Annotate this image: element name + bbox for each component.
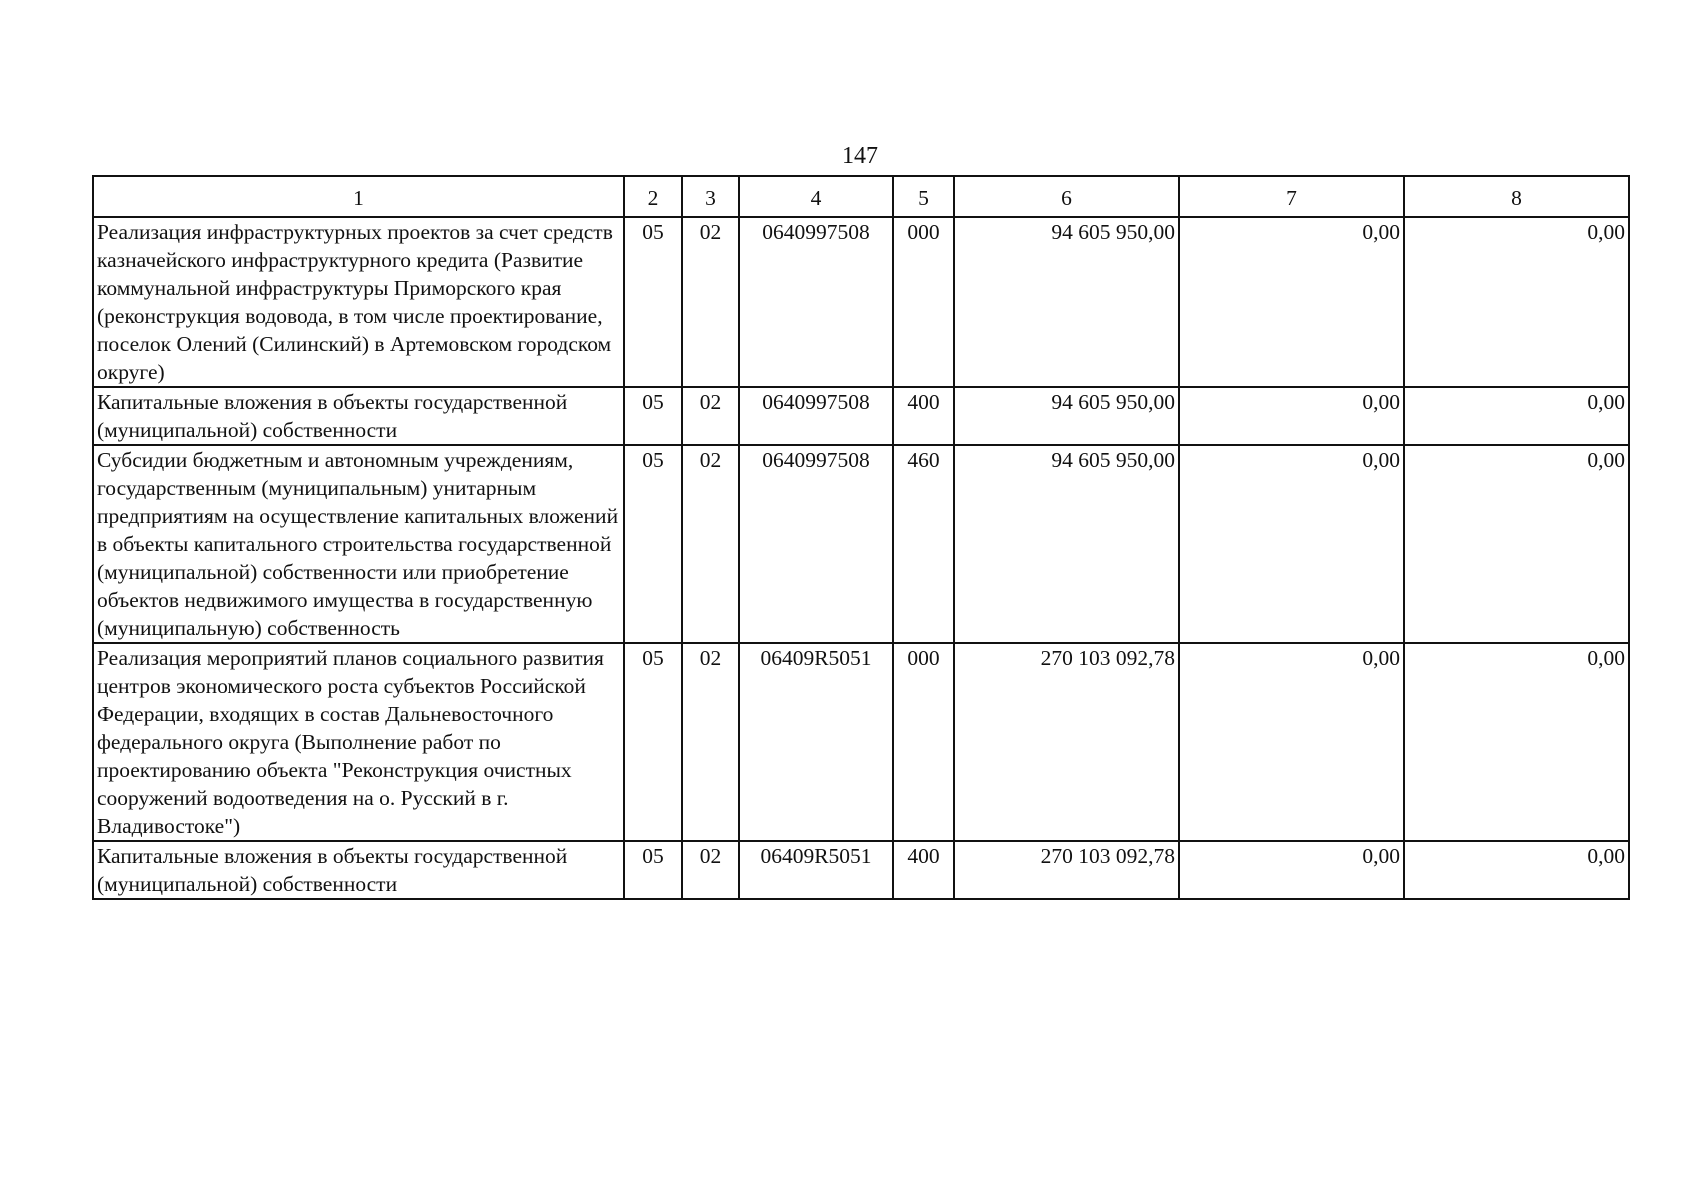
row-section: 05 — [624, 217, 682, 387]
row-expense-type: 400 — [893, 387, 954, 445]
column-header: 4 — [739, 176, 893, 217]
row-sum-1: 270 103 092,78 — [954, 643, 1179, 841]
row-sum-3: 0,00 — [1404, 445, 1629, 643]
row-name: Субсидии бюджетным и автономным учреждениям, государственным (муниципальным) унитарным предприятиям на осуществление капитальных вложений в объекты капитального строительства государственной (муниципальной) собственности или приобретение объектов недвижимого имущества в государственную (муниципальную) собственность — [93, 445, 624, 643]
row-subsection: 02 — [682, 387, 739, 445]
row-section: 05 — [624, 445, 682, 643]
row-sum-1: 270 103 092,78 — [954, 841, 1179, 899]
header-row — [93, 176, 1629, 217]
row-subsection: 02 — [682, 643, 739, 841]
row-name: Капитальные вложения в объекты государственной (муниципальной) собственности — [93, 387, 624, 445]
column-header: 7 — [1179, 176, 1404, 217]
row-expense-type: 400 — [893, 841, 954, 899]
row-expense-type: 460 — [893, 445, 954, 643]
row-expense-type: 000 — [893, 643, 954, 841]
row-sum-1: 94 605 950,00 — [954, 217, 1179, 387]
row-sum-2: 0,00 — [1179, 643, 1404, 841]
page-number: 147 — [842, 143, 878, 169]
row-sum-1: 94 605 950,00 — [954, 387, 1179, 445]
row-target: 0640997508 — [739, 387, 893, 445]
row-sum-2: 0,00 — [1179, 841, 1404, 899]
row-subsection: 02 — [682, 445, 739, 643]
column-header: 2 — [624, 176, 682, 217]
table-row — [93, 643, 1629, 841]
column-header: 8 — [1404, 176, 1629, 217]
table-row — [93, 841, 1629, 899]
row-name: Капитальные вложения в объекты государственной (муниципальной) собственности — [93, 841, 624, 899]
row-section: 05 — [624, 841, 682, 899]
row-subsection: 02 — [682, 841, 739, 899]
row-name: Реализация мероприятий планов социального развития центров экономического роста субъектов Российской Федерации, входящих в состав Дальневосточного федерального округа (Выполнение работ по проектированию объекта "Реконструкция очистных сооружений водоотведения на о. Русский в г. Владивостоке") — [93, 643, 624, 841]
row-section: 05 — [624, 643, 682, 841]
table-row — [93, 387, 1629, 445]
row-target: 06409R5051 — [739, 841, 893, 899]
row-name: Реализация инфраструктурных проектов за счет средств казначейского инфраструктурного кредита (Развитие коммунальной инфраструктуры Приморского края (реконструкция водовода, в том числе проектирование, поселок Олений (Силинский) в Артемовском городском округе) — [93, 217, 624, 387]
row-sum-3: 0,00 — [1404, 387, 1629, 445]
table-row — [93, 217, 1629, 387]
row-sum-3: 0,00 — [1404, 643, 1629, 841]
row-target: 0640997508 — [739, 217, 893, 387]
row-sum-2: 0,00 — [1179, 217, 1404, 387]
row-sum-1: 94 605 950,00 — [954, 445, 1179, 643]
row-sum-3: 0,00 — [1404, 841, 1629, 899]
column-header: 1 — [93, 176, 624, 217]
row-sum-2: 0,00 — [1179, 445, 1404, 643]
row-subsection: 02 — [682, 217, 739, 387]
column-header: 6 — [954, 176, 1179, 217]
row-sum-3: 0,00 — [1404, 217, 1629, 387]
column-header: 3 — [682, 176, 739, 217]
table-row — [93, 445, 1629, 643]
budget-table — [92, 175, 1630, 900]
row-expense-type: 000 — [893, 217, 954, 387]
column-header: 5 — [893, 176, 954, 217]
row-section: 05 — [624, 387, 682, 445]
row-sum-2: 0,00 — [1179, 387, 1404, 445]
row-target: 0640997508 — [739, 445, 893, 643]
row-target: 06409R5051 — [739, 643, 893, 841]
